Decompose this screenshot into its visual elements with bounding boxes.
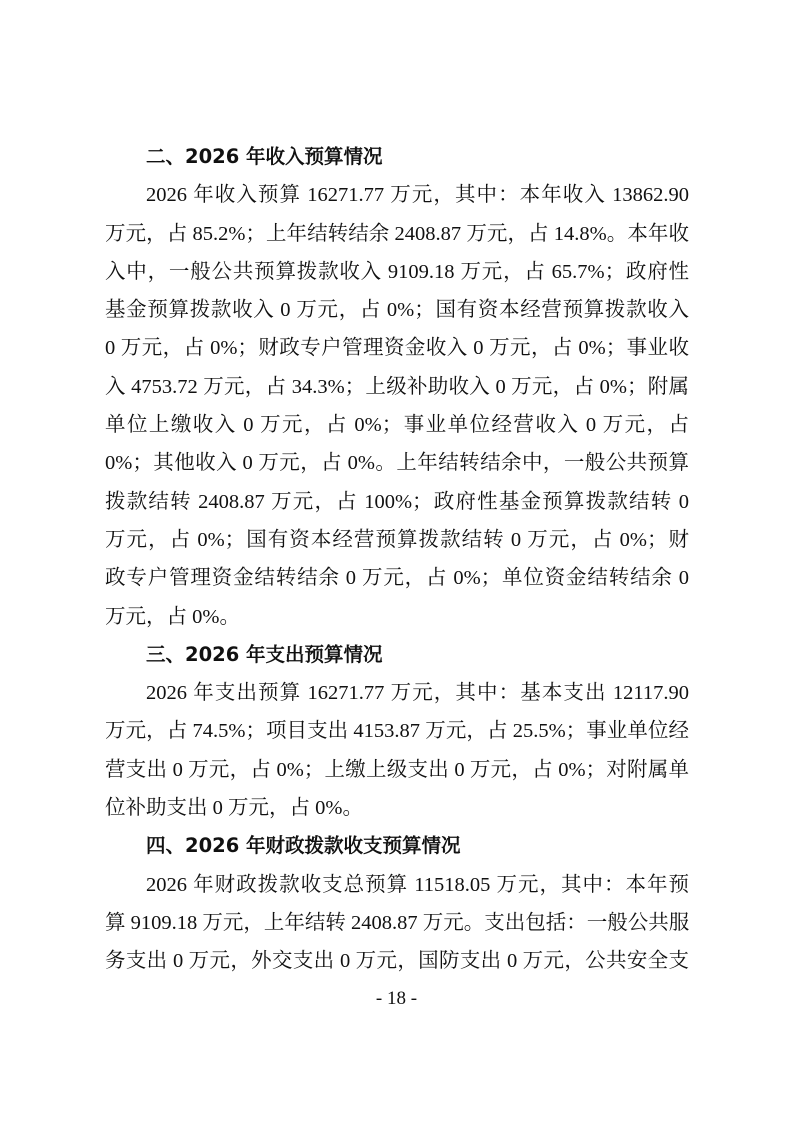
paragraph-line: 2026 年支出预算 16271.77 万元，其中：基本支出 12117.90: [146, 682, 689, 705]
paragraph-line: 拨款结转 2408.87 万元，占 100%；政府性基金预算拨款结转 0: [105, 490, 689, 513]
paragraph-line: 入中，一般公共预算拨款收入 9109.18 万元，占 65.7%；政府性: [105, 260, 689, 283]
paragraph-line: 务支出 0 万元，外交支出 0 万元，国防支出 0 万元，公共安全支: [105, 950, 689, 973]
paragraph-line: 算 9109.18 万元，上年结转 2408.87 万元。支出包括：一般公共服: [105, 911, 690, 934]
section: [105, 636, 689, 827]
paragraph-line: 入 4753.72 万元，占 34.3%；上级补助收入 0 万元，占 0%；附属: [105, 375, 689, 398]
section-heading: 三、2026 年支出预算情况: [146, 642, 383, 666]
section: [105, 827, 689, 980]
paragraph-line: 营支出 0 万元，占 0%；上缴上级支出 0 万元，占 0%；对附属单: [105, 758, 689, 781]
paragraph-line: 万元，占 74.5%；项目支出 4153.87 万元，占 25.5%；事业单位经: [105, 720, 689, 743]
paragraph-line: 政专户管理资金结转结余 0 万元，占 0%；单位资金结转结余 0: [105, 567, 689, 590]
paragraph-line: 基金预算拨款收入 0 万元，占 0%；国有资本经营预算拨款收入: [105, 299, 689, 322]
paragraph-line: 单位上缴收入 0 万元，占 0%；事业单位经营收入 0 万元，占: [105, 414, 689, 437]
page-number: - 18 -: [375, 988, 418, 1009]
paragraph-line: 0 万元，占 0%；财政专户管理资金收入 0 万元，占 0%；事业收: [105, 337, 689, 360]
paragraph-line: 位补助支出 0 万元，占 0%。: [105, 797, 363, 820]
paragraph-line: 万元，占 0%；国有资本经营预算拨款结转 0 万元，占 0%；财: [105, 528, 689, 551]
section-heading: 二、2026 年收入预算情况: [146, 145, 383, 168]
paragraph-line: 2026 年收入预算 16271.77 万元，其中：本年收入 13862.90: [146, 184, 689, 207]
section: [105, 138, 689, 636]
document-body: [105, 138, 689, 981]
paragraph-line: 0%；其他收入 0 万元，占 0%。上年结转结余中，一般公共预算: [105, 452, 689, 475]
paragraph-line: 2026 年财政拨款收支总预算 11518.05 万元，其中：本年预: [146, 873, 689, 896]
paragraph-line: 万元，占 85.2%；上年结转结余 2408.87 万元，占 14.8%。本年收: [105, 222, 689, 245]
section-heading: 四、2026 年财政拨款收支预算情况: [146, 834, 461, 858]
paragraph-line: 万元，占 0%。: [105, 605, 240, 628]
